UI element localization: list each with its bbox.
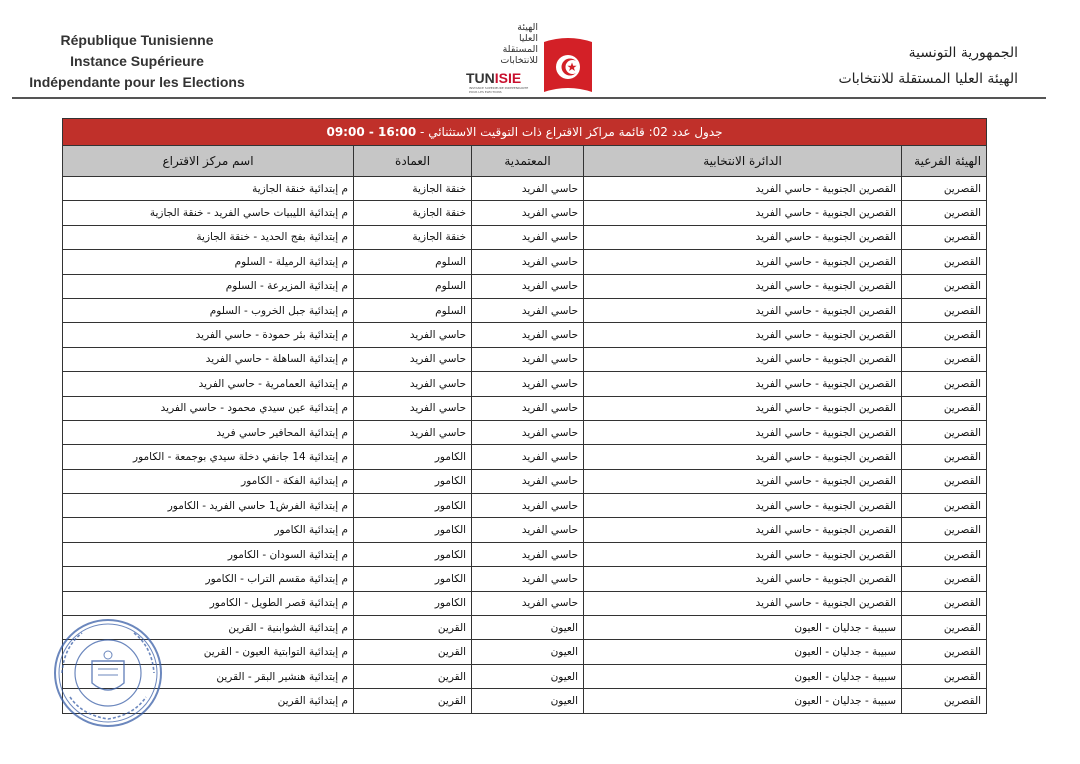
table-row (63, 372, 987, 396)
polling-centers-table-wrapper (62, 118, 986, 714)
cell-delegation: حاسي الفريد (472, 225, 584, 249)
cell-center-name: م إبتدائية الفرش1 حاسي الفريد - الكامور (63, 494, 354, 518)
cell-district: سبيبة - جدليان - العيون (584, 640, 902, 664)
official-stamp (52, 617, 164, 729)
cell-center-name: م إبتدائية الرميلة - السلوم (63, 250, 354, 274)
column-header-center-name: اسم مركز الاقتراع (63, 146, 354, 177)
cell-sub-authority: القصرين (902, 274, 987, 298)
header-ar-line2: الهيئة العليا المستقلة للانتخابات (838, 71, 1018, 87)
header-french (22, 30, 252, 93)
cell-center-name: م إبتدائية المحافير حاسي فريد (63, 420, 354, 444)
cell-center-name: م إبتدائية الكامور (63, 518, 354, 542)
cell-sector: القرين (354, 689, 472, 713)
cell-delegation: العيون (472, 664, 584, 688)
logo-ar-3: المستقلة (502, 44, 538, 55)
cell-delegation: حاسي الفريد (472, 274, 584, 298)
logo-ar-4: للانتخابات (500, 55, 538, 66)
cell-sub-authority: القصرين (902, 420, 987, 444)
cell-sub-authority: القصرين (902, 616, 987, 640)
cell-center-name: م إبتدائية 14 جانفي دخلة سيدي بوجمعة - الكامور (63, 445, 354, 469)
cell-sector: الكامور (354, 445, 472, 469)
cell-delegation: حاسي الفريد (472, 323, 584, 347)
column-header-district: الدائرة الانتخابية (584, 146, 902, 177)
cell-center-name: م إبتدائية مقسم التراب - الكامور (63, 567, 354, 591)
cell-sub-authority: القصرين (902, 494, 987, 518)
polling-centers-table (62, 118, 987, 714)
table-row (63, 469, 987, 493)
table-row (63, 494, 987, 518)
table-row (63, 225, 987, 249)
table-row (63, 323, 987, 347)
cell-center-name: م إبتدائية القرين (63, 689, 354, 713)
cell-center-name: م إبتدائية السودان - الكامور (63, 542, 354, 566)
cell-delegation: حاسي الفريد (472, 396, 584, 420)
logo-tun: TUN (466, 70, 495, 86)
cell-district: القصرين الجنوبية - حاسي الفريد (584, 274, 902, 298)
cell-sector: حاسي الفريد (354, 372, 472, 396)
table-row (63, 518, 987, 542)
cell-sub-authority: القصرين (902, 469, 987, 493)
cell-sub-authority: القصرين (902, 664, 987, 688)
cell-district: القصرين الجنوبية - حاسي الفريد (584, 518, 902, 542)
cell-district: سبيبة - جدليان - العيون (584, 664, 902, 688)
cell-sub-authority: القصرين (902, 591, 987, 615)
table-title-text: جدول عدد 02: قائمة مراكز الاقتراع ذات التوقيت الاستثنائي - (420, 125, 723, 139)
header-ar-line1: الجمهورية التونسية (908, 45, 1018, 61)
cell-district: القصرين الجنوبية - حاسي الفريد (584, 298, 902, 322)
table-row (63, 591, 987, 615)
cell-sub-authority: القصرين (902, 250, 987, 274)
cell-center-name: م إبتدائية جبل الخروب - السلوم (63, 298, 354, 322)
cell-district: سبيبة - جدليان - العيون (584, 616, 902, 640)
table-row (63, 640, 987, 664)
table-row (63, 250, 987, 274)
cell-district: القصرين الجنوبية - حاسي الفريد (584, 542, 902, 566)
cell-center-name: م إبتدائية خنقة الجازية (63, 177, 354, 201)
table-title-row (63, 119, 987, 146)
cell-delegation: حاسي الفريد (472, 347, 584, 371)
table-row (63, 274, 987, 298)
cell-center-name: م إبتدائية الساهلة - حاسي الفريد (63, 347, 354, 371)
column-header-delegation: المعتمدية (472, 146, 584, 177)
cell-sector: الكامور (354, 469, 472, 493)
cell-delegation: حاسي الفريد (472, 250, 584, 274)
table-row (63, 689, 987, 713)
cell-district: القصرين الجنوبية - حاسي الفريد (584, 445, 902, 469)
table-row (63, 347, 987, 371)
cell-delegation: العيون (472, 640, 584, 664)
cell-sector: حاسي الفريد (354, 420, 472, 444)
cell-delegation: حاسي الفريد (472, 177, 584, 201)
cell-sub-authority: القصرين (902, 542, 987, 566)
cell-sector: القرين (354, 664, 472, 688)
tunisia-flag-icon (540, 36, 596, 98)
cell-delegation: حاسي الفريد (472, 201, 584, 225)
cell-district: القصرين الجنوبية - حاسي الفريد (584, 347, 902, 371)
cell-delegation: حاسي الفريد (472, 445, 584, 469)
table-row (63, 542, 987, 566)
header-fr-line2: Instance Supérieure (70, 53, 204, 69)
logo-arabic-text (466, 22, 538, 66)
cell-sub-authority: القصرين (902, 177, 987, 201)
cell-district: القصرين الجنوبية - حاسي الفريد (584, 250, 902, 274)
table-header-row (63, 146, 987, 177)
cell-sector: حاسي الفريد (354, 323, 472, 347)
cell-sub-authority: القصرين (902, 567, 987, 591)
cell-center-name: م إبتدائية عين سيدي محمود - حاسي الفريد (63, 396, 354, 420)
cell-center-name: م إبتدائية التوابتية العيون - القرين (63, 640, 354, 664)
cell-district: القصرين الجنوبية - حاسي الفريد (584, 591, 902, 615)
cell-delegation: العيون (472, 616, 584, 640)
cell-delegation: حاسي الفريد (472, 494, 584, 518)
cell-delegation: حاسي الفريد (472, 567, 584, 591)
cell-center-name: م إبتدائية بئر حمودة - حاسي الفريد (63, 323, 354, 347)
cell-sector: الكامور (354, 494, 472, 518)
cell-district: القصرين الجنوبية - حاسي الفريد (584, 177, 902, 201)
logo-isie: ISIE (494, 70, 522, 86)
cell-sub-authority: القصرين (902, 323, 987, 347)
cell-sub-authority: القصرين (902, 445, 987, 469)
cell-sector: القرين (354, 616, 472, 640)
cell-delegation: حاسي الفريد (472, 542, 584, 566)
header-fr-line3: Indépendante pour les Elections (29, 74, 245, 90)
table-row (63, 664, 987, 688)
cell-district: القصرين الجنوبية - حاسي الفريد (584, 372, 902, 396)
cell-district: القصرين الجنوبية - حاسي الفريد (584, 201, 902, 225)
column-header-sector: العمادة (354, 146, 472, 177)
cell-delegation: حاسي الفريد (472, 420, 584, 444)
cell-sector: القرين (354, 640, 472, 664)
cell-sub-authority: القصرين (902, 640, 987, 664)
isie-logo (466, 22, 606, 104)
cell-district: القصرين الجنوبية - حاسي الفريد (584, 494, 902, 518)
header-arabic (788, 40, 1018, 92)
cell-center-name: م إبتدائية الليبيات حاسي الفريد - خنقة الجازية (63, 201, 354, 225)
cell-district: القصرين الجنوبية - حاسي الفريد (584, 469, 902, 493)
cell-sector: الكامور (354, 542, 472, 566)
table-row (63, 396, 987, 420)
cell-sub-authority: القصرين (902, 225, 987, 249)
cell-delegation: حاسي الفريد (472, 518, 584, 542)
cell-district: القصرين الجنوبية - حاسي الفريد (584, 567, 902, 591)
cell-center-name: م إبتدائية هنشير البقر - القرين (63, 664, 354, 688)
cell-center-name: م إبتدائية بفج الحديد - خنقة الجازية (63, 225, 354, 249)
header-divider (12, 97, 1046, 99)
cell-sub-authority: القصرين (902, 347, 987, 371)
cell-district: القصرين الجنوبية - حاسي الفريد (584, 323, 902, 347)
table-row (63, 420, 987, 444)
cell-center-name: م إبتدائية المزيرعة - السلوم (63, 274, 354, 298)
table-row (63, 616, 987, 640)
cell-sub-authority: القصرين (902, 201, 987, 225)
cell-sector: خنقة الجازية (354, 201, 472, 225)
cell-sector: السلوم (354, 274, 472, 298)
cell-sector: الكامور (354, 591, 472, 615)
logo-subtitle: INSTANCE SUPERIEURE INDEPENDANTE POUR LES ELECTIONS (469, 86, 529, 94)
cell-district: القصرين الجنوبية - حاسي الفريد (584, 420, 902, 444)
cell-sub-authority: القصرين (902, 372, 987, 396)
table-row (63, 445, 987, 469)
cell-sector: خنقة الجازية (354, 177, 472, 201)
cell-delegation: العيون (472, 689, 584, 713)
cell-sub-authority: القصرين (902, 689, 987, 713)
cell-center-name: م إبتدائية الشوابنية - القرين (63, 616, 354, 640)
logo-ar-2: العليا (518, 33, 538, 44)
logo-ar-1: الهيئة (517, 22, 538, 33)
cell-sector: الكامور (354, 567, 472, 591)
cell-sub-authority: القصرين (902, 518, 987, 542)
cell-sub-authority: القصرين (902, 298, 987, 322)
cell-sector: حاسي الفريد (354, 347, 472, 371)
column-header-sub-authority: الهيئة الفرعية (902, 146, 987, 177)
cell-district: القصرين الجنوبية - حاسي الفريد (584, 225, 902, 249)
cell-sub-authority: القصرين (902, 396, 987, 420)
cell-delegation: حاسي الفريد (472, 591, 584, 615)
cell-sector: الكامور (354, 518, 472, 542)
cell-district: القصرين الجنوبية - حاسي الفريد (584, 396, 902, 420)
logo-tunisie-text (466, 70, 521, 86)
header-fr-line1: République Tunisienne (60, 32, 214, 48)
table-row (63, 177, 987, 201)
cell-sector: السلوم (354, 298, 472, 322)
cell-center-name: م إبتدائية الفكة - الكامور (63, 469, 354, 493)
cell-district: سبيبة - جدليان - العيون (584, 689, 902, 713)
cell-sector: حاسي الفريد (354, 396, 472, 420)
table-title (63, 119, 987, 146)
cell-delegation: حاسي الفريد (472, 372, 584, 396)
table-row (63, 298, 987, 322)
cell-sector: خنقة الجازية (354, 225, 472, 249)
cell-center-name: م إبتدائية العمامرية - حاسي الفريد (63, 372, 354, 396)
table-title-time: 09:00 - 16:00 (326, 125, 417, 139)
cell-delegation: حاسي الفريد (472, 469, 584, 493)
table-row (63, 567, 987, 591)
table-row (63, 201, 987, 225)
cell-delegation: حاسي الفريد (472, 298, 584, 322)
cell-sector: السلوم (354, 250, 472, 274)
cell-center-name: م إبتدائية قصر الطويل - الكامور (63, 591, 354, 615)
